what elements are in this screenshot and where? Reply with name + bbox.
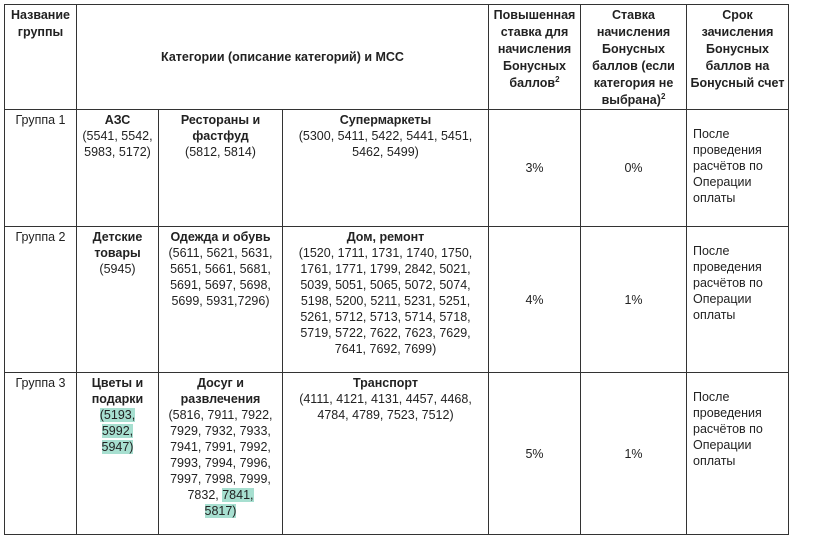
increased-rate-value: 3% <box>489 110 581 227</box>
header-categories-text: Категории (описание категорий) и МСС <box>161 50 404 64</box>
bonus-categories-table <box>4 4 789 535</box>
header-term-text: Срок зачисления Бонусных баллов на Бонусный счет <box>690 8 785 90</box>
category-cell-restaurants <box>159 110 283 227</box>
group-name-cell: Группа 1 <box>5 110 77 227</box>
category-mcc-codes <box>79 407 156 455</box>
term-value: После проведения расчётов по Операции оплаты <box>687 227 789 373</box>
category-mcc-codes: (5611, 5621, 5631, 5651, 5661, 5681, 5691, 5697, 5698, 5699, 5931,7296) <box>168 246 273 308</box>
category-title: Одежда и обувь <box>170 230 271 244</box>
table-row-group-2 <box>5 227 789 373</box>
term-value: После проведения расчётов по Операции оплаты <box>687 110 789 227</box>
highlighted-mcc-code: 5947) <box>101 440 134 454</box>
category-mcc-codes: (5945) <box>99 262 136 276</box>
header-row <box>5 5 789 110</box>
header-increased-rate <box>489 5 581 110</box>
highlighted-mcc-code: 7841, <box>222 488 254 502</box>
category-cell-home <box>283 227 489 373</box>
header-group-name <box>5 5 77 110</box>
category-cell-supermarkets <box>283 110 489 227</box>
group-name-cell: Группа 2 <box>5 227 77 373</box>
header-increased-rate-text: Повышенная ставка для начисления Бонусных баллов <box>493 8 576 90</box>
category-title: Рестораны и фастфуд <box>180 113 261 143</box>
category-title: Дом, ремонт <box>346 230 425 244</box>
category-cell-clothing <box>159 227 283 373</box>
category-title: Цветы и подарки <box>91 376 144 406</box>
category-title: Супермаркеты <box>339 113 432 127</box>
mcc-codes-plain: (5816, 7911, 7922, 7929, 7932, 7933, 7941, 7991, 7992, 7993, 7994, 7996, 7997, 7998, 7999, 7832, <box>168 408 273 502</box>
footnote-mark: 2 <box>660 91 666 101</box>
category-title: Детские товары <box>92 230 143 260</box>
header-default-rate <box>581 5 687 110</box>
category-cell-fuel <box>77 110 159 227</box>
header-group-name-text: Название группы <box>10 8 70 39</box>
table-row-group-3 <box>5 373 789 535</box>
footnote-mark: 2 <box>555 74 560 84</box>
category-mcc-codes: (5812, 5814) <box>185 145 256 159</box>
category-cell-leisure <box>159 373 283 535</box>
header-default-rate-text: Ставка начисления Бонусных баллов (если категория не выбрана) <box>592 8 675 107</box>
table-row-group-1 <box>5 110 789 227</box>
category-title: Досуг и развлечения <box>180 376 261 406</box>
highlighted-mcc-code: 5992, <box>101 424 134 438</box>
category-mcc-codes: (4111, 4121, 4131, 4457, 4468, 4784, 4789, 7523, 7512) <box>299 392 472 422</box>
default-rate-value: 0% <box>581 110 687 227</box>
increased-rate-value: 4% <box>489 227 581 373</box>
term-value: После проведения расчётов по Операции оплаты <box>687 373 789 535</box>
category-cell-transport <box>283 373 489 535</box>
group-name-cell: Группа 3 <box>5 373 77 535</box>
highlighted-mcc-code: 5817) <box>204 504 237 518</box>
highlighted-mcc-code: (5193, <box>99 408 136 422</box>
category-mcc-codes: (5300, 5411, 5422, 5441, 5451, 5462, 5499) <box>298 129 473 159</box>
increased-rate-value: 5% <box>489 373 581 535</box>
category-mcc-codes: (1520, 1711, 1731, 1740, 1750, 1761, 1771, 1799, 2842, 5021, 5039, 5051, 5065, 5072, 5074, 5198, 5200, 5211, 5231, 5251, 5261, 5712, 5713, 5714, 5718, 5719, 5722, 7622, 7623, 7629, 7641, 7692, 7699) <box>298 246 473 356</box>
default-rate-value: 1% <box>581 227 687 373</box>
category-cell-flowers <box>77 373 159 535</box>
header-categories <box>77 5 489 110</box>
category-cell-kids <box>77 227 159 373</box>
category-mcc-codes: (5541, 5542, 5983, 5172) <box>82 129 153 159</box>
header-term <box>687 5 789 110</box>
default-rate-value: 1% <box>581 373 687 535</box>
category-title: Транспорт <box>352 376 419 390</box>
category-title: АЗС <box>104 113 131 127</box>
category-mcc-codes <box>161 407 280 519</box>
